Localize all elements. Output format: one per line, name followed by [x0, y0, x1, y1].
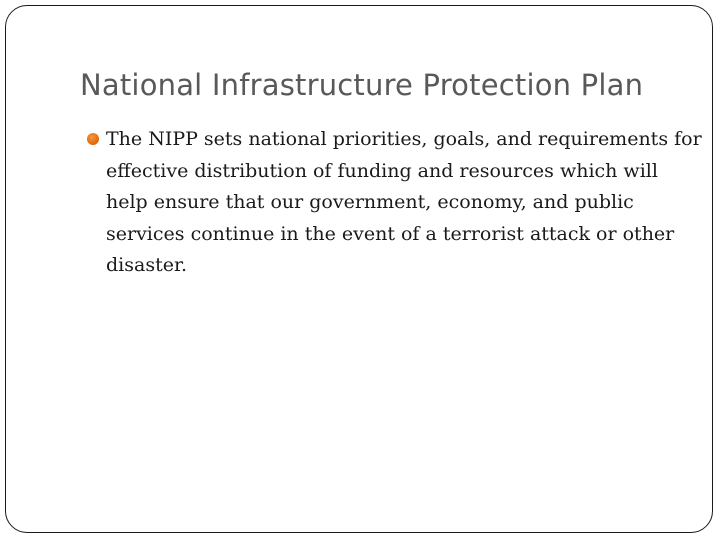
bullet-list	[84, 124, 704, 282]
bullet-item	[84, 124, 704, 282]
bullet-text: The NIPP sets national priorities, goals, and requirements for effective distribution of funding and resources which will help ensure that our government, economy, and public services continue in the event of a terrorist attack or other disaster.	[106, 128, 702, 276]
bullet-dot-icon	[87, 133, 99, 145]
slide-title: National Infrastructure Protection Plan	[80, 68, 644, 102]
slide-frame	[5, 5, 713, 533]
